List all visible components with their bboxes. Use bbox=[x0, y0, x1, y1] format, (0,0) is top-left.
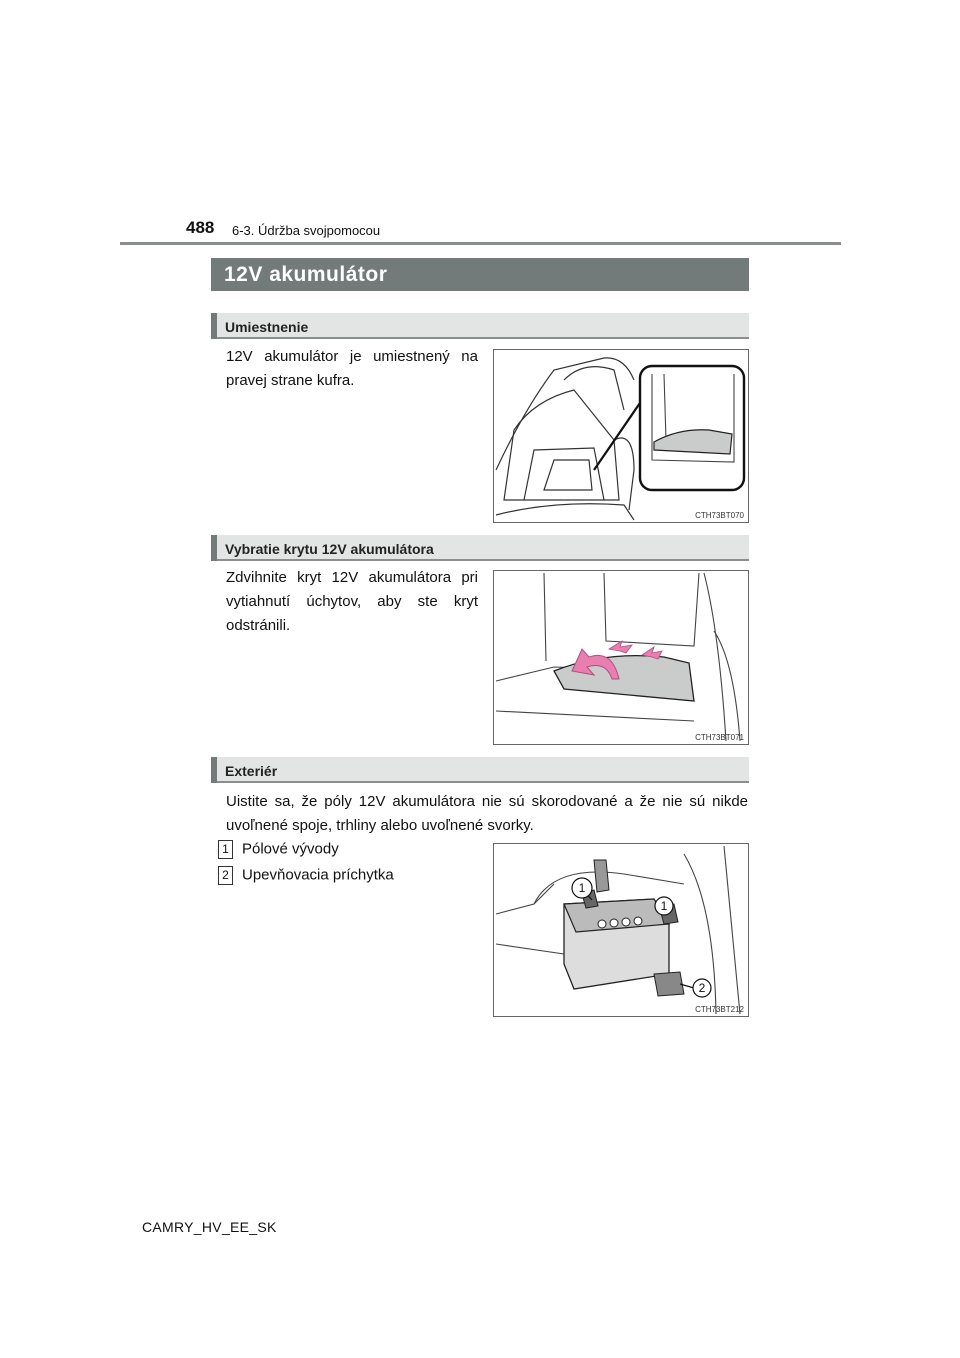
subheading-location-label: Umiestnenie bbox=[225, 319, 309, 335]
subheading-cover-removal bbox=[211, 535, 749, 561]
callout-clamp: 2 bbox=[698, 981, 706, 995]
subheading-exterior-label: Exteriér bbox=[225, 763, 278, 779]
section-header: 6-3. Údržba svojpomocou bbox=[232, 223, 381, 238]
legend-num-2: 2 bbox=[218, 866, 233, 885]
figure-battery bbox=[493, 843, 749, 1017]
subheading-exterior bbox=[211, 757, 749, 783]
exterior-text: Uistite sa, že póly 12V akumulátora nie sú skorodované a že nie sú nikde uvoľnené spoje, trhliny alebo uvoľnené svorky. bbox=[226, 793, 748, 834]
subheading-location bbox=[211, 313, 749, 339]
figure-code-1: CTH73BT070 bbox=[695, 511, 744, 520]
legend-item-1 bbox=[218, 840, 339, 859]
subheading-cover-removal-label: Vybratie krytu 12V akumulátora bbox=[225, 541, 434, 557]
legend-num-1: 1 bbox=[218, 840, 233, 859]
figure-cover bbox=[493, 570, 749, 745]
footer-code: CAMRY_HV_EE_SK bbox=[142, 1219, 277, 1235]
page-title: 12V akumulátor bbox=[211, 258, 749, 291]
legend-label-1: Pólové vývody bbox=[242, 840, 339, 858]
callout-terminal-left: 1 bbox=[578, 881, 586, 895]
figure-trunk bbox=[493, 349, 749, 523]
location-text: 12V akumulátor je umiestnený na pravej strane kufra. bbox=[226, 348, 478, 389]
figure-code-3: CTH73BT212 bbox=[695, 1005, 744, 1014]
cover-removal-text: Zdvihnite kryt 12V akumulátora pri vytiahnutí úchytov, aby ste kryt odstránili. bbox=[226, 569, 478, 634]
figure-code-2: CTH73BT071 bbox=[695, 733, 744, 742]
header-rule bbox=[120, 242, 841, 245]
page-number: 488 bbox=[186, 218, 215, 237]
legend-item-2 bbox=[218, 866, 394, 885]
legend-label-2: Upevňovacia príchytka bbox=[242, 866, 394, 884]
callout-terminal-right: 1 bbox=[660, 899, 668, 913]
